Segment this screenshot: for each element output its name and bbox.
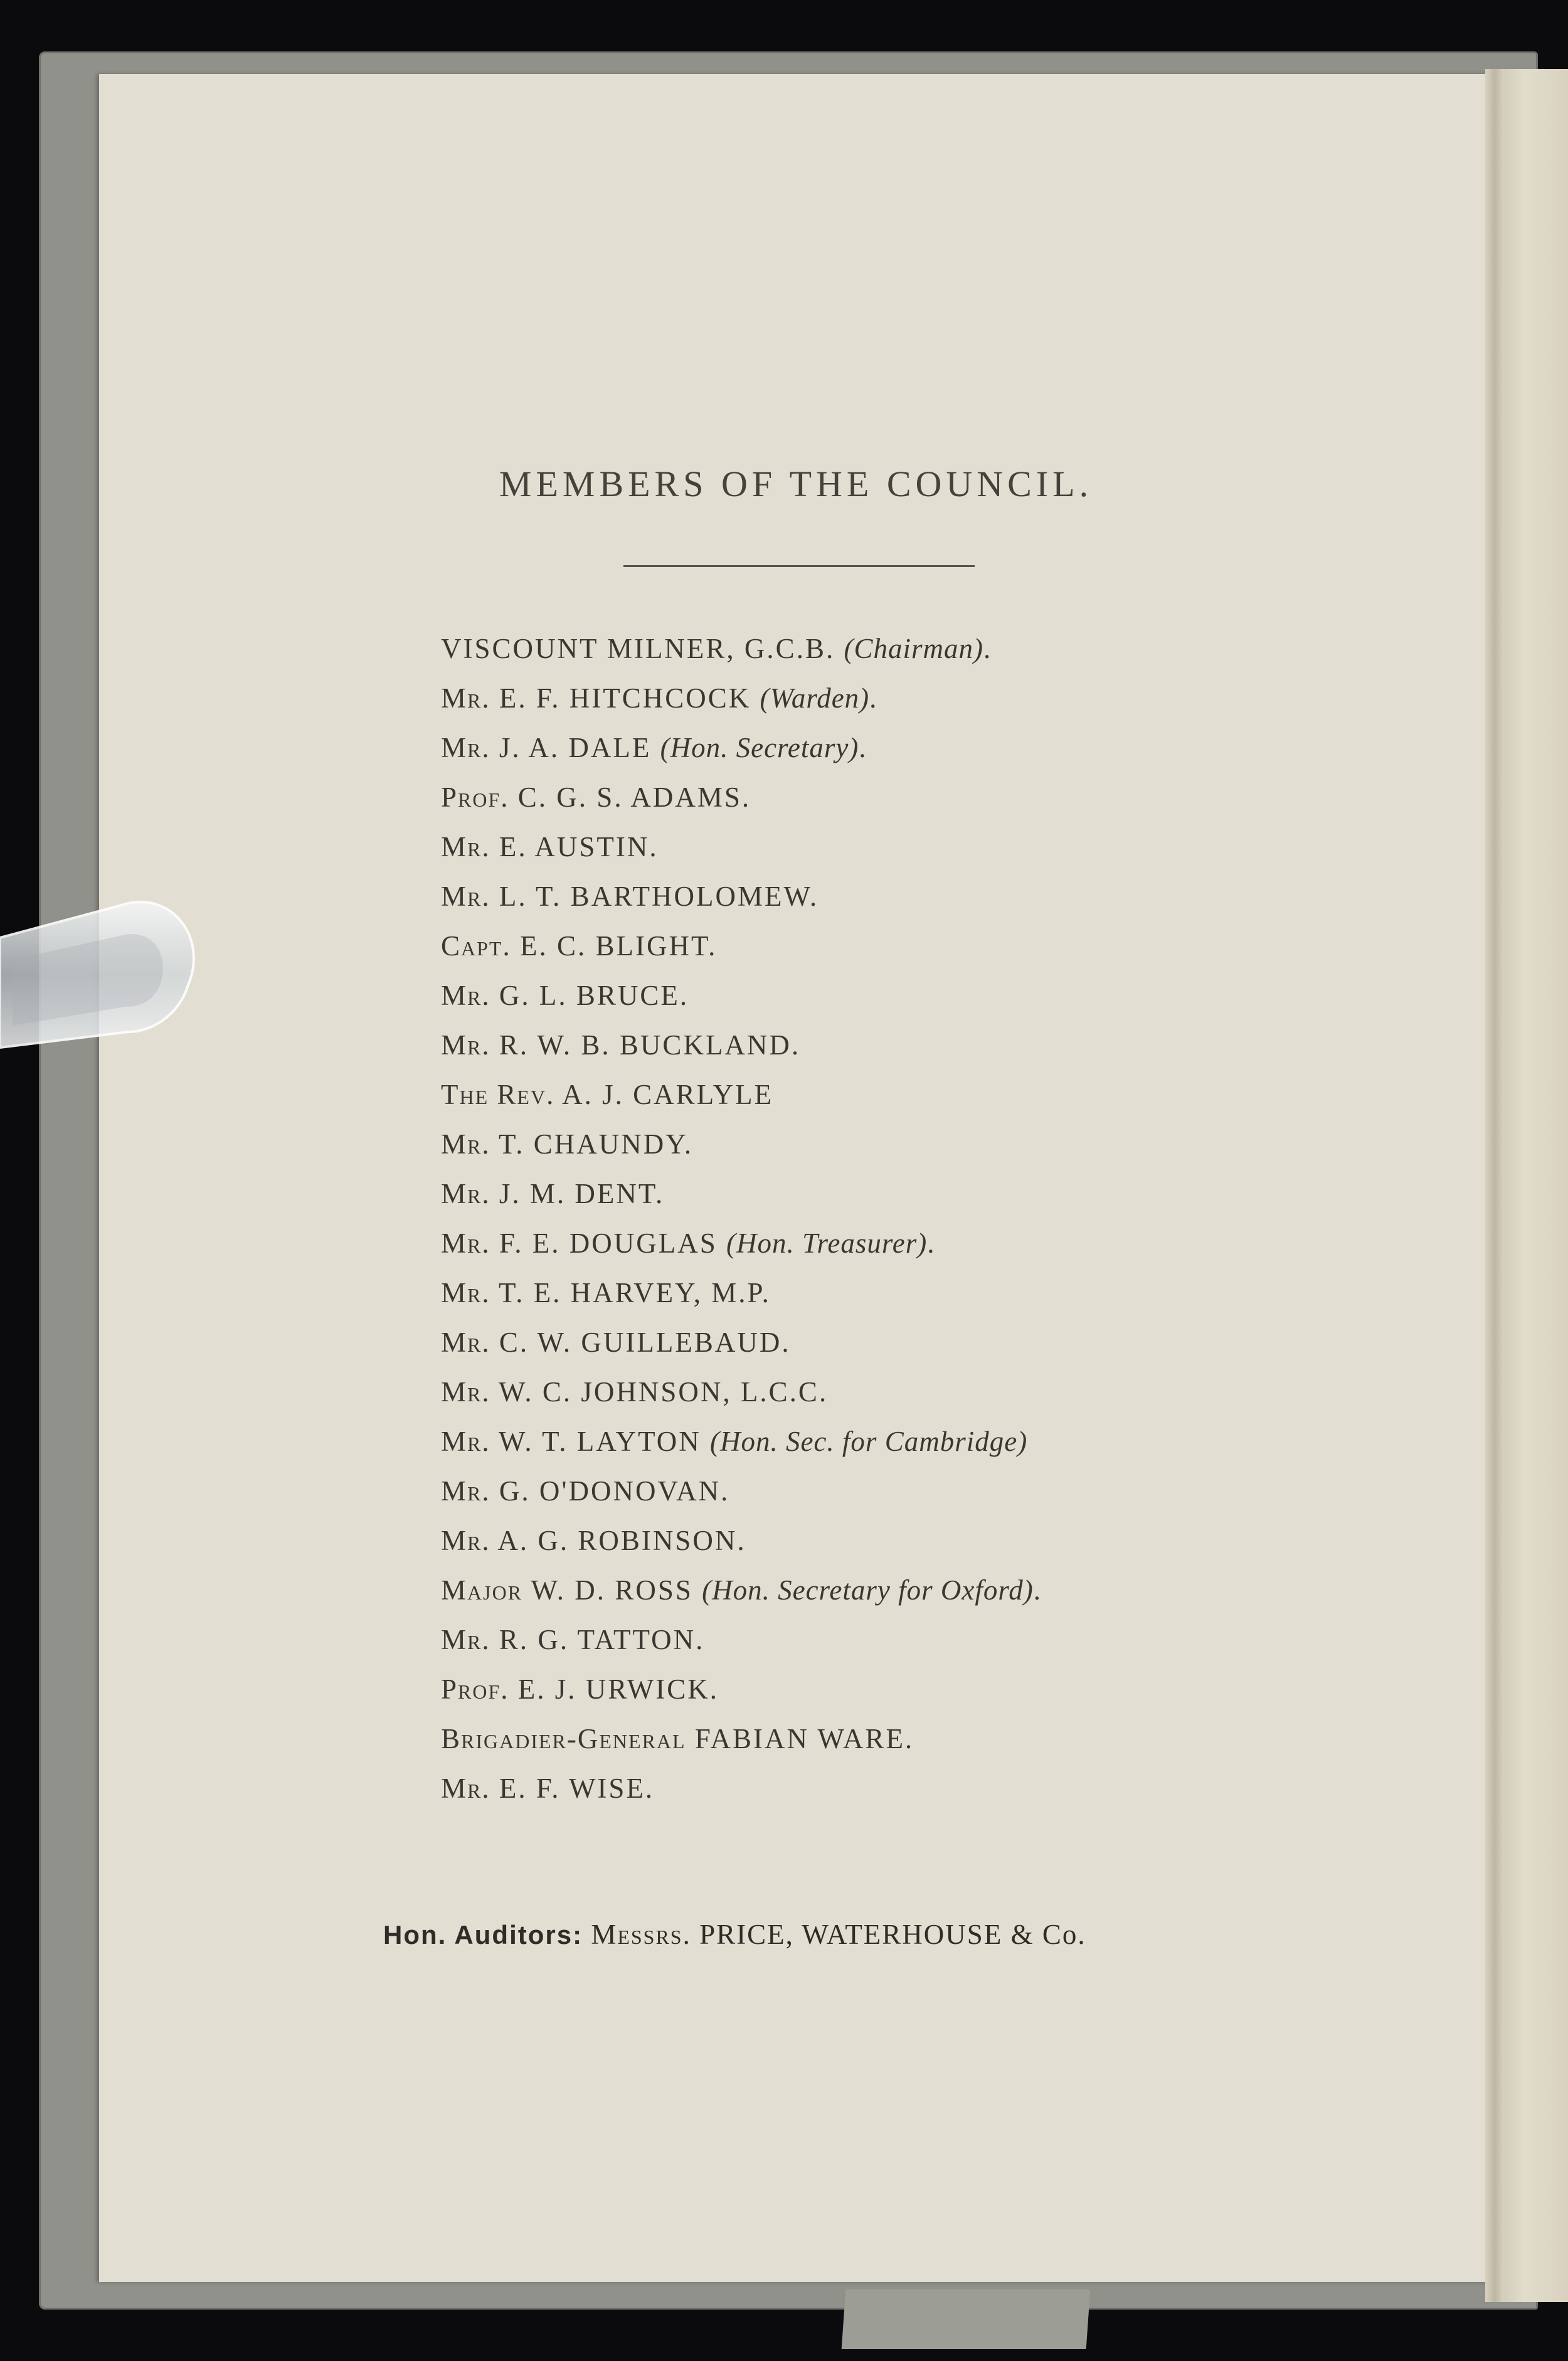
member-suffix: . [869, 682, 879, 714]
member-suffix: . [1033, 1574, 1042, 1606]
member-entry [441, 830, 1042, 880]
member-prefix: Mr. [441, 1525, 490, 1556]
member-prefix: Major [441, 1574, 523, 1606]
member-entry [441, 1326, 1042, 1376]
member-prefix: Capt. [441, 930, 511, 962]
member-prefix: Mr. [441, 732, 490, 763]
council-member-list [441, 632, 1042, 1822]
member-prefix: Mr. [441, 1773, 490, 1804]
member-entry [441, 682, 1042, 731]
member-role: (Hon. Secretary for Oxford) [702, 1574, 1034, 1606]
member-entry [441, 1078, 1042, 1128]
member-name: F. E. DOUGLAS [499, 1228, 718, 1259]
document-page [99, 74, 1493, 2282]
member-name: R. G. TATTON. [499, 1624, 705, 1655]
member-entry [441, 979, 1042, 1029]
member-role: (Hon. Sec. for Cambridge) [710, 1426, 1028, 1457]
member-entry [441, 1722, 1042, 1772]
member-role: (Chairman) [844, 633, 983, 664]
member-prefix: Mr. [441, 831, 490, 862]
member-entry [441, 1772, 1042, 1822]
member-name: C. W. GUILLEBAUD. [499, 1327, 791, 1358]
member-prefix: Mr. [441, 1128, 490, 1160]
member-name: E. F. WISE. [499, 1773, 655, 1804]
member-prefix: Mr. [441, 1624, 490, 1655]
member-name: E. AUSTIN. [499, 831, 659, 862]
member-prefix: Mr. [441, 980, 490, 1011]
member-name: C. G. S. ADAMS. [517, 782, 751, 813]
member-role: (Hon. Treasurer) [726, 1228, 928, 1259]
page-gutter [1485, 69, 1504, 2302]
member-entry [441, 1029, 1042, 1078]
auditors-line [383, 1918, 1086, 1951]
member-prefix: Mr. [441, 1228, 490, 1259]
member-name: A. G. ROBINSON. [497, 1525, 746, 1556]
member-entry [441, 632, 1042, 682]
auditors-label: Hon. Auditors: [383, 1920, 583, 1950]
member-prefix: Mr. [441, 1376, 490, 1408]
member-entry [441, 731, 1042, 781]
member-suffix: . [983, 633, 993, 664]
member-name: G. L. BRUCE. [499, 980, 689, 1011]
member-entry [441, 1574, 1042, 1623]
member-role: (Hon. Secretary) [660, 732, 859, 763]
member-prefix: Prof. [441, 1674, 509, 1705]
member-name: VISCOUNT MILNER, G.C.B. [441, 633, 835, 664]
adjacent-page-edge [1496, 69, 1568, 2302]
member-prefix: Mr. [441, 1178, 490, 1209]
member-name: W. C. JOHNSON, L.C.C. [499, 1376, 829, 1408]
member-suffix: . [859, 732, 868, 763]
torn-cover-tab [842, 2289, 1091, 2349]
member-entry [441, 1425, 1042, 1475]
member-name: E. C. BLIGHT. [519, 930, 718, 962]
member-name: W. T. LAYTON [499, 1426, 701, 1457]
member-entry [441, 1128, 1042, 1177]
member-name: G. O'DONOVAN. [499, 1475, 730, 1507]
member-entry [441, 1276, 1042, 1326]
member-prefix: Mr. [441, 1327, 490, 1358]
member-entry [441, 1475, 1042, 1524]
page-title: MEMBERS OF THE COUNCIL. [499, 464, 1093, 504]
member-name: R. W. B. BUCKLAND. [499, 1029, 801, 1061]
member-name: T. CHAUNDY. [499, 1128, 694, 1160]
member-name: E. J. URWICK. [517, 1674, 719, 1705]
member-prefix: Mr. [441, 881, 490, 912]
member-name: J. A. DALE [499, 732, 652, 763]
member-name: A. J. CARLYLE [562, 1079, 774, 1110]
auditors-name: PRICE, WATERHOUSE & Co. [699, 1919, 1086, 1950]
member-suffix: . [927, 1228, 936, 1259]
member-role: (Warden) [760, 682, 870, 714]
member-entry [441, 930, 1042, 979]
member-entry [441, 1376, 1042, 1425]
page-content [99, 74, 1493, 2282]
member-prefix: Mr. [441, 1426, 490, 1457]
member-entry [441, 1524, 1042, 1574]
member-prefix: Mr. [441, 1475, 490, 1507]
member-prefix: Mr. [441, 682, 490, 714]
member-prefix: Brigadier-General [441, 1723, 686, 1754]
member-name: J. M. DENT. [499, 1178, 665, 1209]
member-prefix: The Rev. [441, 1079, 555, 1110]
member-prefix: Mr. [441, 1277, 490, 1308]
member-entry [441, 1673, 1042, 1722]
page-clip-icon [0, 891, 198, 1073]
member-entry [441, 781, 1042, 830]
member-name: FABIAN WARE. [694, 1723, 914, 1754]
title-divider [623, 565, 975, 567]
member-entry [441, 1177, 1042, 1227]
member-name: W. D. ROSS [531, 1574, 693, 1606]
member-entry [441, 1227, 1042, 1276]
member-entry [441, 880, 1042, 930]
member-name: E. F. HITCHCOCK [499, 682, 751, 714]
member-name: L. T. BARTHOLOMEW. [499, 881, 819, 912]
member-name: T. E. HARVEY, M.P. [499, 1277, 771, 1308]
member-prefix: Mr. [441, 1029, 490, 1061]
member-prefix: Prof. [441, 782, 509, 813]
member-entry [441, 1623, 1042, 1673]
auditors-prefix: Messrs. [591, 1919, 691, 1950]
